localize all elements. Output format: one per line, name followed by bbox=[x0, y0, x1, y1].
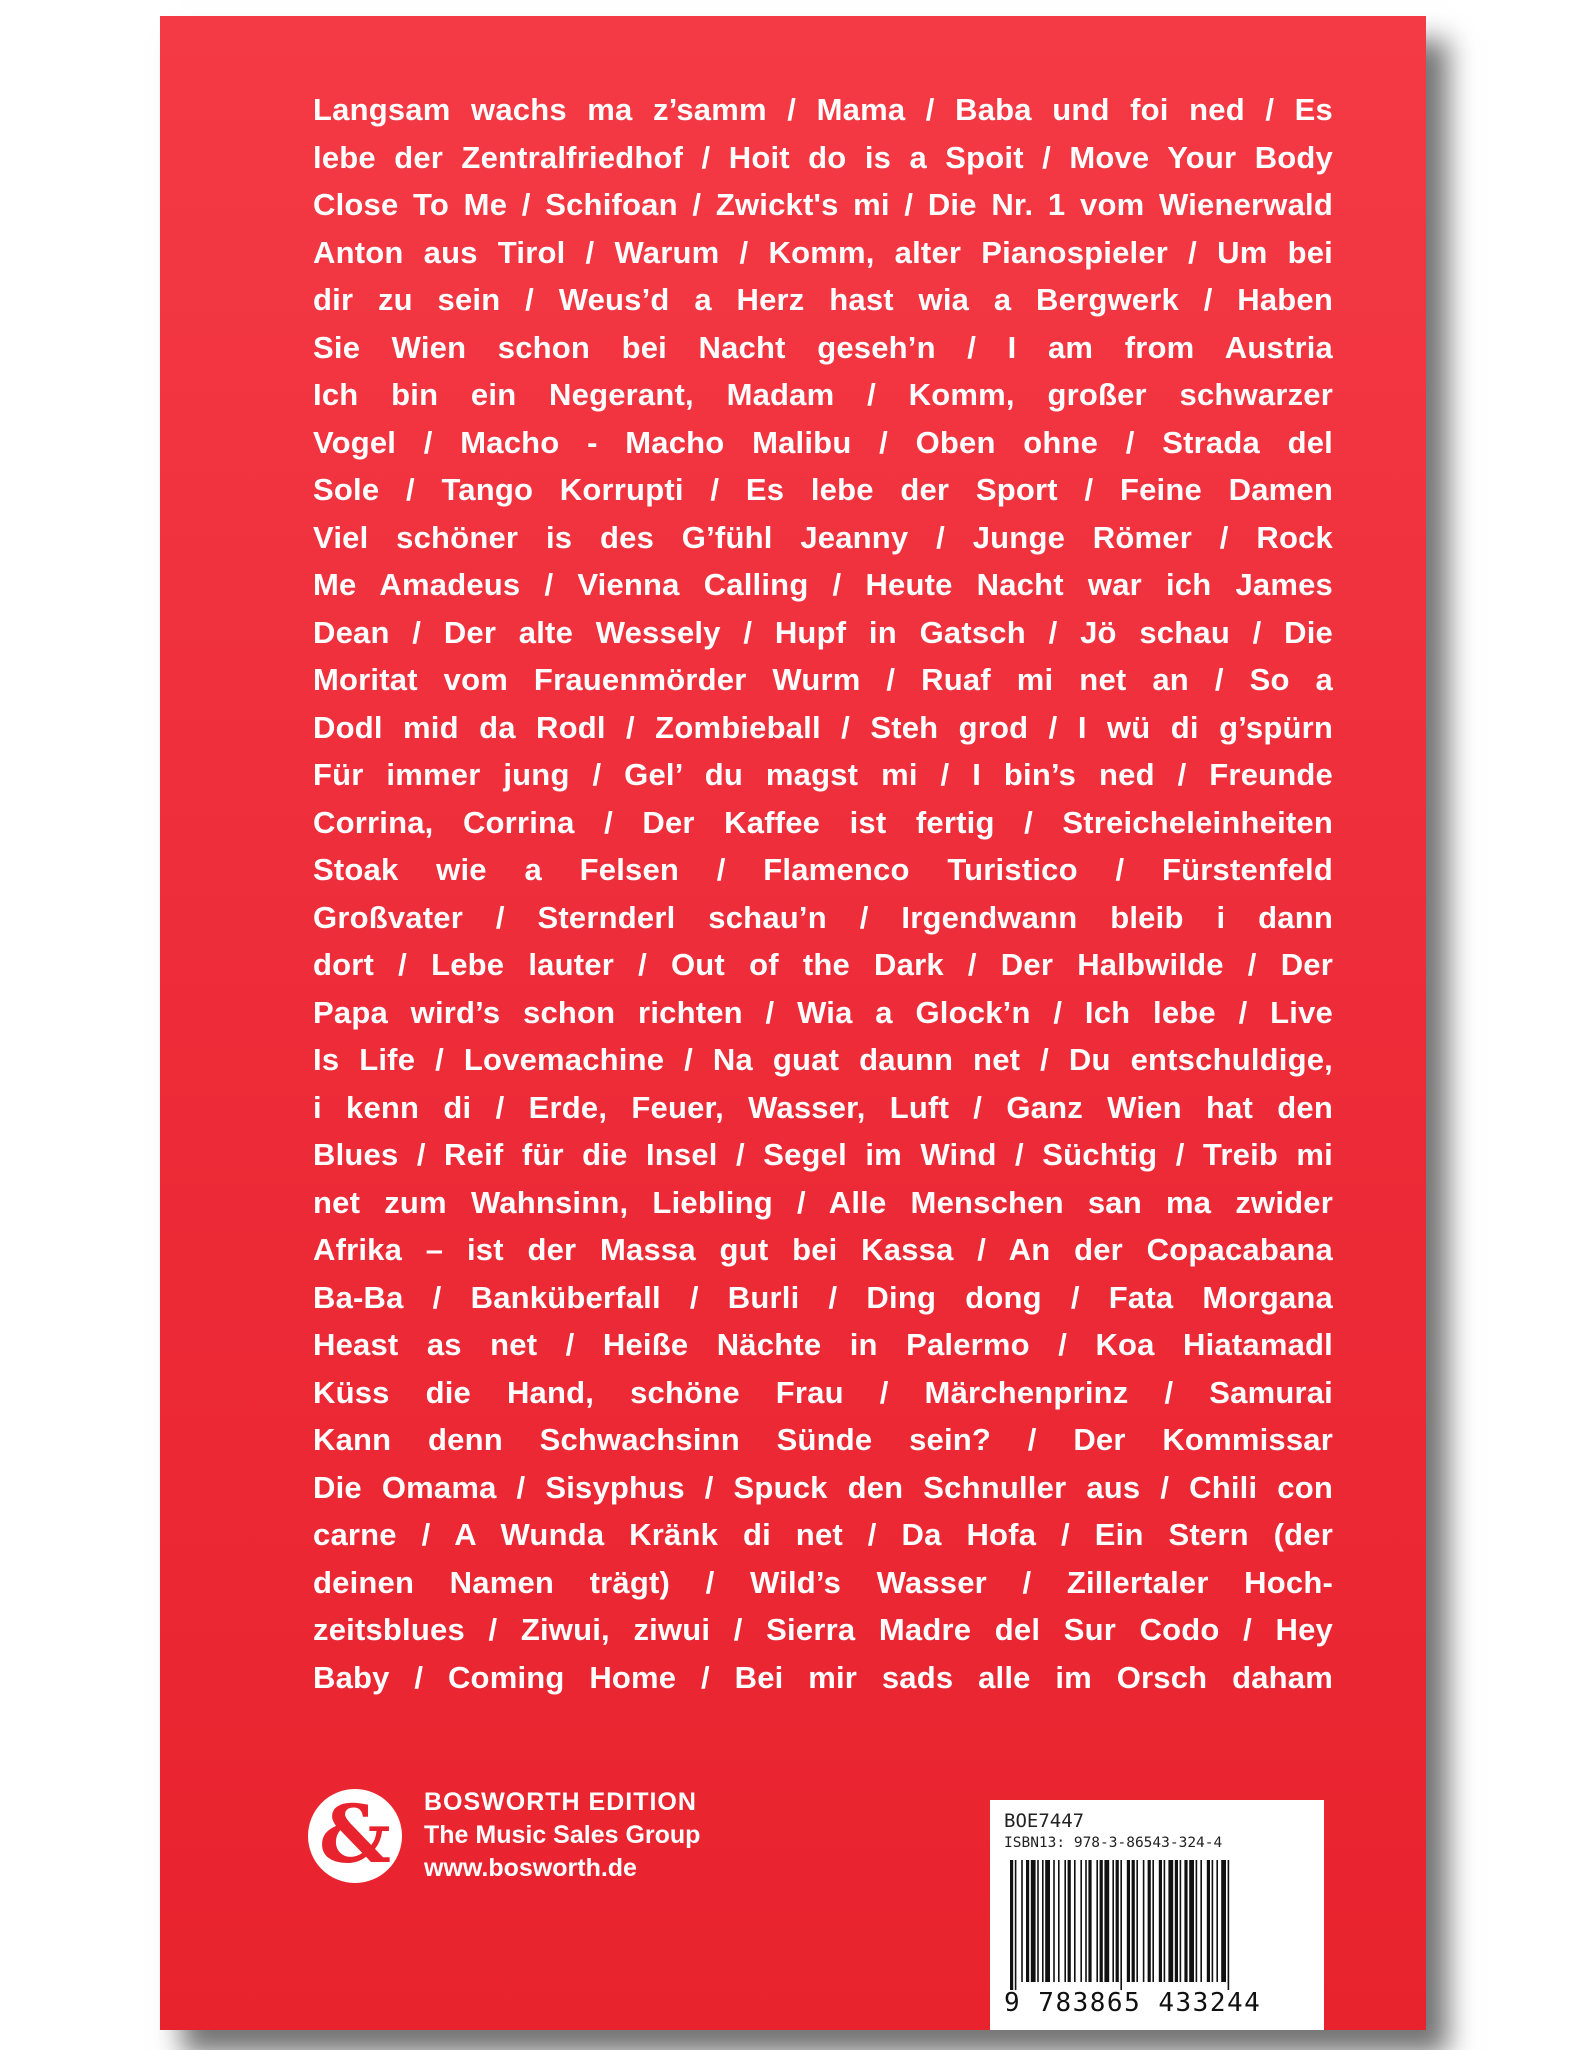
publisher-block bbox=[308, 1786, 700, 1885]
barcode-bar bbox=[1037, 1860, 1039, 1982]
blurb-line: Für immer jung / Gel’ du magst mi / I bin’s ned / Freunde bbox=[313, 757, 1333, 792]
catalog-code: BOE7447 bbox=[1004, 1810, 1085, 1832]
barcode-bar bbox=[1216, 1860, 1218, 1982]
blurb-line: Afrika – ist der Massa gut bei Kassa / An der Copacabana bbox=[313, 1232, 1333, 1267]
blurb-line: net zum Wahnsinn, Liebling / Alle Menschen san ma zwider bbox=[313, 1184, 1333, 1220]
blurb-line: Kann denn Schwachsinn Sünde sein? / Der Kommissar bbox=[313, 1422, 1333, 1457]
publisher-text bbox=[424, 1786, 700, 1885]
barcode-bar bbox=[1164, 1860, 1166, 1982]
barcode-bar bbox=[1120, 1860, 1122, 1990]
blurb-line: dir zu sein / Weus’d a Herz hast wia a Bergwerk / Haben bbox=[313, 282, 1333, 317]
barcode-bar bbox=[1068, 1860, 1071, 1982]
barcode-bar bbox=[1168, 1860, 1173, 1982]
barcode-bar bbox=[1148, 1860, 1151, 1982]
barcode-bar bbox=[1100, 1860, 1103, 1982]
book-back-cover bbox=[160, 16, 1426, 2030]
barcode-bar bbox=[1085, 1860, 1087, 1982]
blurb-line: Sie Wien schon bei Nacht geseh’n / I am from Austria bbox=[313, 329, 1333, 365]
barcode-bar bbox=[1143, 1860, 1145, 1982]
publisher-name: BOSWORTH EDITION bbox=[424, 1788, 697, 1816]
publisher-group: The Music Sales Group bbox=[424, 1821, 701, 1849]
barcode-digits: 9 783865 433244 bbox=[1004, 1988, 1262, 2018]
barcode-bar bbox=[1058, 1860, 1060, 1982]
blurb-line: Viel schöner is des G’fühl Jeanny / Junge Römer / Rock bbox=[313, 519, 1333, 555]
barcode-bar bbox=[1175, 1860, 1178, 1982]
barcode-bar bbox=[1228, 1860, 1230, 1990]
barcode-bar bbox=[1127, 1860, 1130, 1982]
blurb-line: Die Omama / Sisyphus / Spuck den Schnuller aus / Chili con bbox=[313, 1469, 1333, 1505]
barcode-bar bbox=[1184, 1860, 1187, 1982]
blurb-line: i kenn di / Erde, Feuer, Wasser, Luft / Ganz Wien hat den bbox=[313, 1089, 1333, 1125]
barcode-bar bbox=[1207, 1860, 1210, 1982]
barcode-bar bbox=[1015, 1860, 1017, 1990]
blurb-line: zeitsblues / Ziwui, ziwui / Sierra Madre del Sur Codo / Hey bbox=[313, 1612, 1333, 1647]
barcode-bar bbox=[1136, 1860, 1138, 1982]
blurb-line: dort / Lebe lauter / Out of the Dark / Der Halbwilde / Der bbox=[313, 947, 1333, 982]
blurb-line: Corrina, Corrina / Der Kaffee ist fertig / Streicheleinheiten bbox=[313, 804, 1333, 840]
blurb-line: deinen Namen trägt) / Wild’s Wasser / Zillertaler Hoch- bbox=[313, 1564, 1333, 1600]
blurb-line: Stoak wie a Felsen / Flamenco Turistico / Fürstenfeld bbox=[313, 852, 1333, 887]
blurb-line: Moritat vom Frauenmörder Wurm / Ruaf mi net an / So a bbox=[313, 662, 1333, 697]
barcode-bar bbox=[1026, 1860, 1029, 1982]
barcode-bar bbox=[1088, 1860, 1091, 1982]
barcode-bar bbox=[1010, 1860, 1013, 1990]
barcode-bar bbox=[1132, 1860, 1135, 1982]
blurb-line: Großvater / Sternderl schau’n / Irgendwann bleib i dann bbox=[313, 899, 1333, 935]
blurb-line: Papa wird’s schon richten / Wia a Glock’n / Ich lebe / Live bbox=[313, 994, 1333, 1030]
barcode-bar bbox=[1042, 1860, 1044, 1982]
barcode-bar bbox=[1159, 1860, 1162, 1982]
blurb-line: Ba-Ba / Banküberfall / Burli / Ding dong / Fata Morgana bbox=[313, 1279, 1333, 1315]
barcode-bar bbox=[1112, 1860, 1114, 1982]
blurb-line: Ich bin ein Negerant, Madam / Komm, großer schwarzer bbox=[313, 377, 1333, 412]
barcode-bar bbox=[1080, 1860, 1082, 1982]
barcode-bar bbox=[1221, 1860, 1226, 1982]
barcode-bar bbox=[1180, 1860, 1182, 1982]
blurb-line: Küss die Hand, schöne Frau / Märchenprinz / Samurai bbox=[313, 1374, 1333, 1410]
barcode-bar bbox=[1053, 1860, 1055, 1982]
blurb-line: Vogel / Macho - Macho Malibu / Oben ohne / Strada del bbox=[313, 424, 1333, 460]
blurb-line: lebe der Zentralfriedhof / Hoit do is a Spoit / Move Your Body bbox=[313, 139, 1333, 175]
barcode-bar bbox=[1096, 1860, 1098, 1982]
blurb-line: Heast as net / Heiße Nächte in Palermo / Koa Hiatamadl bbox=[313, 1327, 1333, 1362]
blurb-line: Close To Me / Schifoan / Zwickt's mi / Die Nr. 1 vom Wienerwald bbox=[313, 187, 1333, 222]
barcode-image bbox=[1004, 1860, 1304, 1990]
blurb-line: Dodl mid da Rodl / Zombieball / Steh grod / I wü di g’spürn bbox=[313, 709, 1333, 745]
barcode-label bbox=[990, 1800, 1324, 2030]
barcode-bar bbox=[1196, 1860, 1198, 1982]
blurb-line: Sole / Tango Korrupti / Es lebe der Sport / Feine Damen bbox=[313, 472, 1333, 507]
barcode-bar bbox=[1074, 1860, 1076, 1982]
barcode-bar bbox=[1116, 1860, 1119, 1982]
barcode-bar bbox=[1152, 1860, 1154, 1982]
barcode-bar bbox=[1189, 1860, 1194, 1982]
blurb-line: Blues / Reif für die Insel / Segel im Wind / Süchtig / Treib mi bbox=[313, 1137, 1333, 1172]
blurb-line: Me Amadeus / Vienna Calling / Heute Nacht war ich James bbox=[313, 567, 1333, 602]
isbn-text: ISBN13: 978-3-86543-324-4 bbox=[1004, 1835, 1223, 1851]
barcode-bar bbox=[1200, 1860, 1202, 1982]
logo-ampersand: & bbox=[318, 1786, 392, 1881]
blurb-line: Is Life / Lovemachine / Na guat daunn net / Du entschuldige, bbox=[313, 1042, 1333, 1077]
blurb-line: carne / A Wunda Kränk di net / Da Hofa / Ein Stern (der bbox=[313, 1517, 1333, 1552]
barcode-bar bbox=[1064, 1860, 1066, 1982]
blurb-line: Baby / Coming Home / Bei mir sads alle im Orsch daham bbox=[313, 1659, 1333, 1695]
blurb-line: Anton aus Tirol / Warum / Komm, alter Pianospieler / Um bei bbox=[313, 234, 1333, 270]
blurb-line: Langsam wachs ma z’samm / Mama / Baba und foi ned / Es bbox=[313, 92, 1333, 127]
barcode-bar bbox=[1212, 1860, 1214, 1982]
bosworth-logo-icon bbox=[308, 1786, 402, 1883]
barcode-bar bbox=[1021, 1860, 1023, 1982]
barcode-bar bbox=[1104, 1860, 1109, 1982]
song-list-blurb bbox=[313, 86, 1333, 1701]
blurb-line: Dean / Der alte Wessely / Hupf in Gatsch / Jö schau / Die bbox=[313, 614, 1333, 650]
publisher-url: www.bosworth.de bbox=[424, 1854, 637, 1882]
barcode-bar bbox=[1045, 1860, 1050, 1982]
barcode-bar bbox=[1031, 1860, 1036, 1982]
